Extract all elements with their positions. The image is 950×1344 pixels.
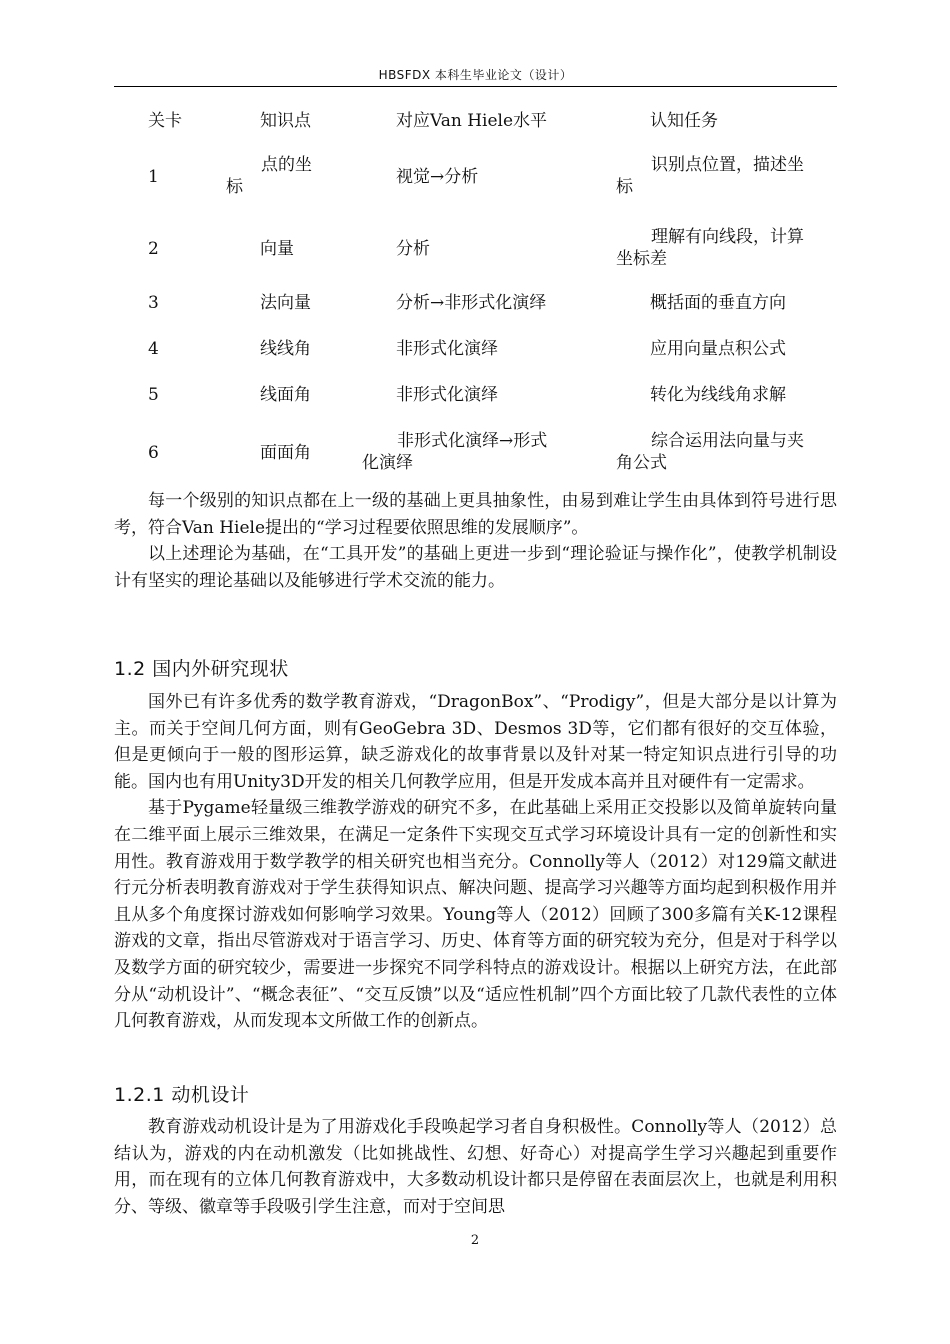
row-hiele: 分析→非形式化演绎	[396, 293, 547, 313]
page-number: 2	[470, 1233, 480, 1248]
row-topic: 面面角	[260, 443, 311, 463]
row-level: 1	[148, 167, 159, 187]
section-heading-1-2: 1.2 国内外研究现状	[114, 658, 289, 680]
row-task: 应用向量点积公式	[650, 339, 786, 359]
column-header-task: 认知任务	[650, 111, 718, 131]
table-row	[114, 292, 837, 338]
row-task	[616, 430, 837, 474]
header-rule	[114, 86, 837, 87]
paragraph: 教育游戏动机设计是为了用游戏化手段唤起学习者自身积极性。Connolly等人（2012）总结认为，游戏的内在动机激发（比如挑战性、幻想、好奇心）对提高学生学习兴趣起到重要作用，而在现有的立体几何教育游戏中，大多数动机设计都只是停留在表面层次上，也就是利用积分、等级、徽章等手段吸引学生注意，而对于空间思	[114, 1117, 837, 1217]
row-task-line1: 综合运用法向量与夹	[651, 431, 804, 451]
row-topic-line1: 点的坐	[261, 155, 312, 175]
section-heading-1-2-1: 1.2.1 动机设计	[114, 1084, 250, 1106]
row-hiele-line2: 化演绎	[362, 453, 413, 473]
row-task-line2: 标	[616, 177, 633, 197]
table-row	[114, 226, 837, 292]
section-1-2-body	[114, 689, 837, 1035]
section-1-2-1-body	[114, 1114, 837, 1220]
row-topic: 向量	[260, 239, 294, 259]
row-hiele: 分析	[396, 239, 430, 259]
row-task: 转化为线线角求解	[650, 385, 786, 405]
paragraph: 基于Pygame轻量级三维教学游戏的研究不多，在此基础上采用正交投影以及简单旋转向量在二维平面上展示三维效果，在满足一定条件下实现交互式学习环境设计具有一定的创新性和实用性。教育游戏用于数学教学的相关研究也相当充分。Connolly等人（2012）对129篇文献进行元分析表明教育游戏对于学生获得知识点、解决问题、提高学习兴趣等方面均起到积极作用并且从多个角度探讨游戏如何影响学习效果。Young等人（2012）回顾了300多篇有关K-12课程游戏的文章，指出尽管游戏对于语言学习、历史、体育等方面的研究较为充分，但是对于科学以及数学方面的研究较少，需要进一步探究不同学科特点的游戏设计。根据以上研究方法，在此部分从“动机设计”、“概念表征”、“交互反馈”以及“适应性机制”四个方面比较了几款代表性的立体几何教育游戏，从而发现本文所做工作的创新点。	[114, 798, 837, 1032]
row-level: 2	[148, 239, 159, 259]
table-row	[114, 154, 837, 226]
row-level: 4	[148, 339, 159, 359]
paragraph: 国外已有许多优秀的数学教育游戏，“DragonBox”、“Prodigy”，但是大部分是以计算为主。而关于空间几何方面，则有GeoGebra 3D、Desmos 3D等，它们都有很好的交互体验，但是更倾向于一般的图形运算，缺乏游戏化的故事背景以及针对某一特定知识点进行引导的功能。国内也有用Unity3D开发的相关几何教学应用，但是开发成本高并且对硬件有一定需求。	[114, 692, 837, 792]
row-hiele: 非形式化演绎	[396, 385, 498, 405]
row-task	[616, 226, 837, 270]
column-header-level: 关卡	[148, 111, 182, 131]
row-hiele: 视觉→分析	[396, 167, 479, 187]
row-hiele: 非形式化演绎	[396, 339, 498, 359]
row-task-line2: 角公式	[616, 453, 667, 473]
intro-paragraphs	[114, 488, 837, 594]
row-task: 概括面的垂直方向	[650, 293, 786, 313]
row-task-line1: 识别点位置，描述坐	[651, 155, 804, 175]
row-topic: 线面角	[260, 385, 311, 405]
table-row	[114, 384, 837, 430]
column-header-hiele: 对应Van Hiele水平	[396, 111, 548, 131]
table-header-row	[114, 110, 837, 154]
row-level: 3	[148, 293, 159, 313]
row-hiele	[362, 430, 607, 474]
row-level: 6	[148, 443, 159, 463]
row-task	[616, 154, 837, 198]
table-row	[114, 430, 837, 484]
row-topic	[226, 154, 366, 198]
van-hiele-table	[114, 110, 837, 484]
paragraph: 以上述理论为基础，在“工具开发”的基础上更进一步到“理论验证与操作化”，使教学机制设计有坚实的理论基础以及能够进行学术交流的能力。	[114, 544, 837, 591]
row-task-line2: 坐标差	[616, 249, 667, 269]
row-topic-line2: 标	[226, 177, 243, 197]
row-topic: 法向量	[260, 293, 311, 313]
row-level: 5	[148, 385, 159, 405]
row-topic: 线线角	[260, 339, 311, 359]
running-header: HBSFDX 本科生毕业论文（设计）	[378, 68, 573, 82]
row-hiele-line1: 非形式化演绎→形式	[397, 431, 548, 451]
column-header-topic: 知识点	[260, 111, 311, 131]
paragraph: 每一个级别的知识点都在上一级的基础上更具抽象性，由易到难让学生由具体到符号进行思考，符合Van Hiele提出的“学习过程要依照思维的发展顺序”。	[114, 491, 837, 538]
row-task-line1: 理解有向线段，计算	[651, 227, 804, 247]
table-row	[114, 338, 837, 384]
